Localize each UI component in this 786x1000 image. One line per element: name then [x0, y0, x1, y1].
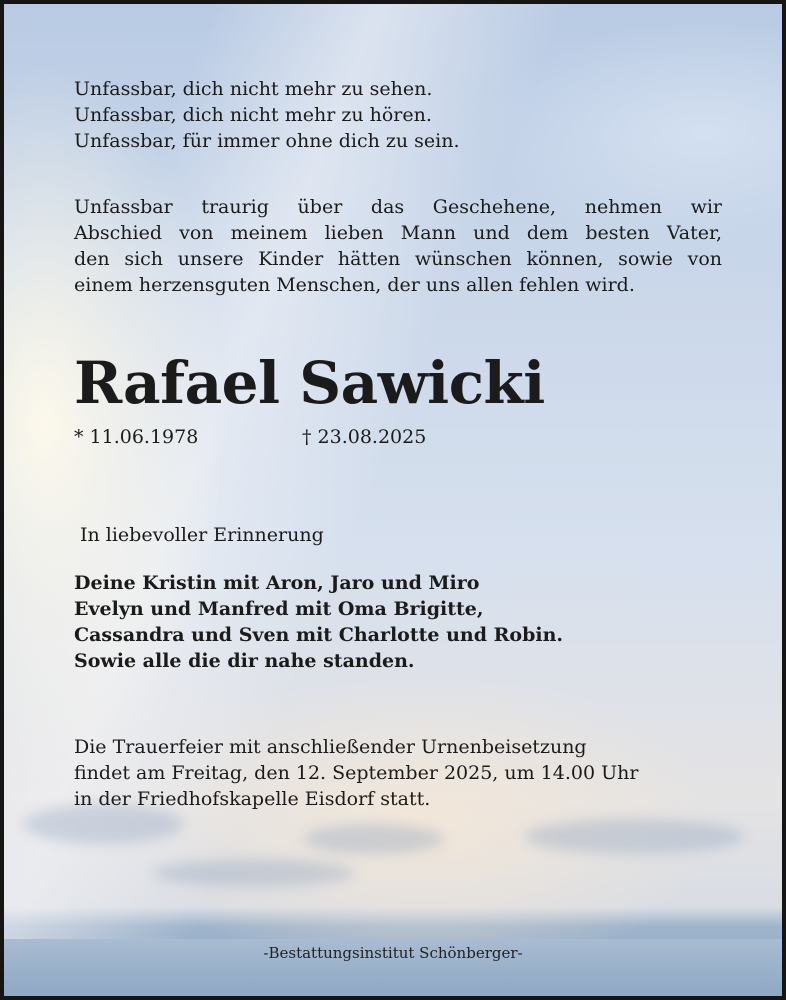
intro-line: Unfassbar traurig über das Geschehene, nehmen wir [74, 196, 722, 218]
mourner-line: Evelyn und Manfred mit Oma Brigitte, [74, 598, 484, 620]
service-line: in der Friedhofskapelle Eisdorf statt. [74, 788, 431, 810]
background-cloud [154, 859, 354, 887]
mourner-line: Cassandra und Sven mit Charlotte und Robin. [74, 624, 564, 646]
death-date: † 23.08.2025 [302, 426, 427, 448]
mourner-line: Sowie alle die dir nahe standen. [74, 650, 415, 672]
intro-line: den sich unsere Kinder hätten wünschen können, sowie von [74, 248, 722, 270]
poem-line: Unfassbar, für immer ohne dich zu sein. [74, 130, 460, 152]
deceased-name: Rafael Sawicki [74, 349, 545, 417]
funeral-home-footer: -Bestattungsinstitut Schönberger- [263, 944, 523, 962]
background-cloud [304, 824, 444, 854]
intro-line: Abschied von meinem lieben Mann und dem besten Vater, [74, 222, 722, 244]
mourner-line: Deine Kristin mit Aron, Jaro und Miro [74, 572, 480, 594]
background-cloud [524, 819, 744, 854]
poem-line: Unfassbar, dich nicht mehr zu sehen. [74, 78, 433, 100]
memory-heading: In liebevoller Erinnerung [80, 524, 324, 546]
intro-line: einem herzensguten Menschen, der uns allen fehlen wird. [74, 274, 635, 296]
poem-line: Unfassbar, dich nicht mehr zu hören. [74, 104, 432, 126]
birth-date: * 11.06.1978 [74, 426, 199, 448]
service-line: Die Trauerfeier mit anschließender Urnenbeisetzung [74, 736, 587, 758]
service-line: findet am Freitag, den 12. September 2025, um 14.00 Uhr [74, 762, 639, 784]
intro-paragraph [74, 194, 722, 298]
